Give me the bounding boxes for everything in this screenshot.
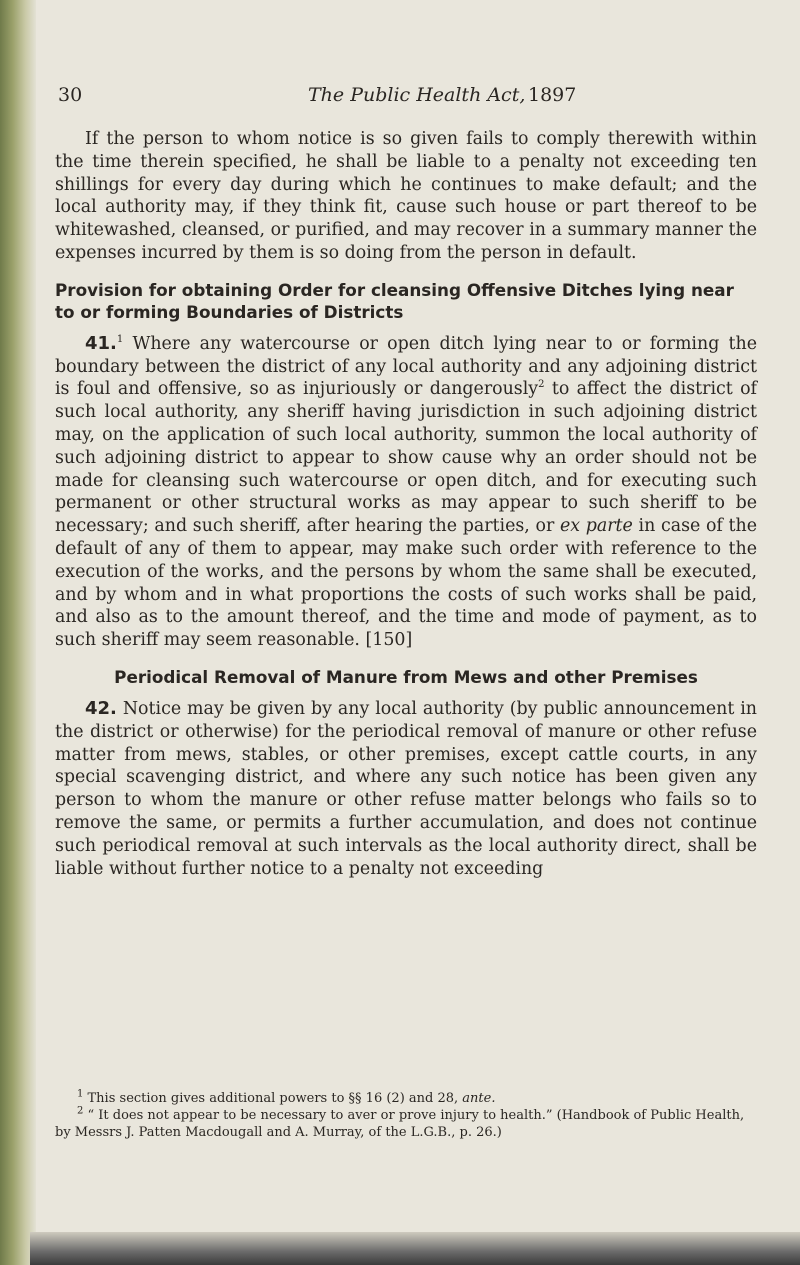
footnote-mark-2: 2: [538, 379, 545, 391]
footnotes: [55, 1090, 755, 1141]
footnote-mark-1: 1: [116, 333, 124, 345]
ex-parte-term: ex parte: [559, 516, 633, 537]
section-41-paragraph: [55, 333, 757, 652]
running-title: The Public Health Act,: [308, 84, 526, 106]
footnote-2-mark: 2: [77, 1105, 84, 1117]
page-body: [55, 128, 757, 880]
running-header: [56, 84, 756, 114]
intro-paragraph: If the person to whom notice is so given fails to comply therewith within the time therein specified, he shall be liable to a penalty not exceeding ten shillings for every day during which he continues to make default; and the local authority may, if they think fit, cause such house or part thereof to be whitewashed, cleansed, or purified, and may recover in a summary manner the expenses incurred by them is so doing from the person in default.: [55, 129, 757, 263]
section-42-text: Notice may be given by any local authority (by public announcement in the district or otherwise) for the periodical removal of manure or other refuse matter from mews, stables, or other premises, except cattle courts, in any special scavenging district, and where any such notice has been given any person to whom the manure or other refuse matter belongs who fails so to remove the same, or permits a further accumulation, and does not continue such periodical removal at such intervals as the local authority direct, shall be liable without further notice to a penalty not exceeding: [55, 698, 758, 879]
section-42-heading: Periodical Removal of Manure from Mews and other Premises: [114, 666, 698, 687]
section-41-number: 41.: [85, 332, 117, 354]
section-41-heading: Provision for obtaining Order for cleansing Offensive Ditches lying near to or forming Boundaries of Districts: [55, 279, 734, 322]
footnote-1: [55, 1090, 755, 1107]
book-binding-edge: [0, 0, 36, 1265]
running-year: 1897: [528, 84, 577, 106]
footnote-1-ante: ante.: [462, 1091, 496, 1106]
footnote-1-text: This section gives additional powers to §§ 16 (2) and 28,: [87, 1091, 459, 1106]
section-42-number: 42.: [85, 697, 117, 719]
footnote-1-mark: 1: [77, 1088, 84, 1100]
page-number: 30: [58, 84, 83, 106]
section-41-text-c: in case of the default of any of them to appear, may make such order with reference to the execution of the works, and the persons by whom the same shall be executed, and by whom and in what proportions the costs of such works shall be paid, and also as to the amount thereof, and the time and mode of payment, as to such sheriff may seem reasonable.: [55, 516, 758, 651]
footnote-2-text: “ It does not appear to be necessary to aver or prove injury to health.” (Handbook of Public Health, by Messrs J. Patten Macdougall and A. Murray, of the L.G.B., p. 26.): [55, 1108, 745, 1140]
footnote-2: [55, 1107, 755, 1141]
section-41-reference: [150]: [365, 630, 413, 651]
section-41-text-b: to affect the district of such local authority, any sheriff having jurisdiction in such adjoining district may, on the application of such local authority, summon the local authority of such adjoining district to appear to show cause why an order should not be made for cleansing such watercourse or open ditch, and for executing such permanent or other structural works as may appear to such sheriff to be necessary; and such sheriff, after hearing the parties, or: [55, 379, 757, 537]
page-bottom-edge: [30, 1232, 800, 1265]
section-42-paragraph: [55, 698, 757, 880]
section-41-text-a: Where any watercourse or open ditch lying near to or forming the boundary between the district of any local authority and any adjoining district is foul and offensive, so as injuriously or dangerously: [55, 333, 758, 400]
